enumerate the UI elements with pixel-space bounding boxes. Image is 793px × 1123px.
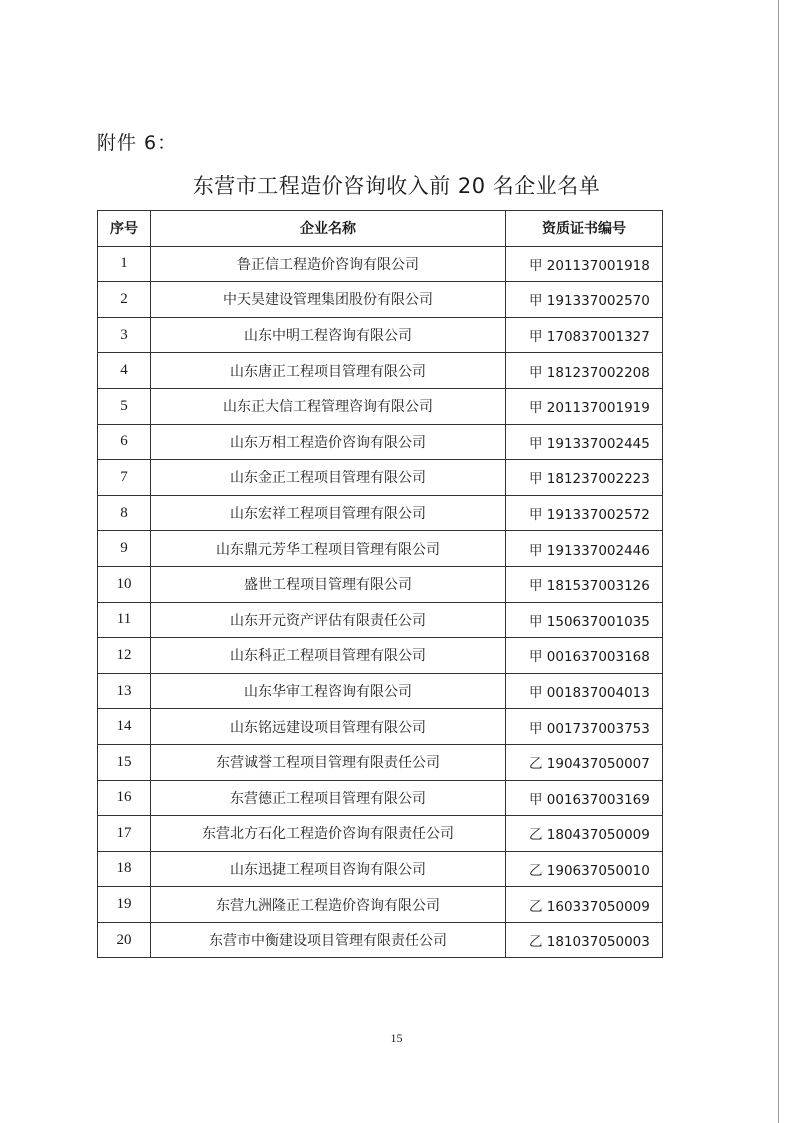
certificate-number-cell: 乙 180437050009 [506,816,663,852]
document-title: 东营市工程造价咨询收入前 20 名企业名单 [192,174,601,198]
certificate-number-cell: 甲 001637003169 [506,780,663,816]
table-row [98,922,663,958]
serial-number-cell: 17 [98,816,151,852]
table-row [98,602,663,638]
table-row [98,709,663,745]
company-name-cell: 东营市中衡建设项目管理有限责任公司 [151,922,506,958]
company-name-cell: 东营诚誉工程项目管理有限责任公司 [151,744,506,780]
header-serial-number: 序号 [98,211,151,247]
serial-number-cell: 5 [98,388,151,424]
serial-number-cell: 4 [98,353,151,389]
company-name-cell: 山东宏祥工程项目管理有限公司 [151,495,506,531]
company-name-cell: 山东万相工程造价咨询有限公司 [151,424,506,460]
serial-number-cell: 18 [98,851,151,887]
table-row [98,673,663,709]
table-row [98,887,663,923]
serial-number-cell: 2 [98,282,151,318]
serial-number-cell: 15 [98,744,151,780]
certificate-number-cell: 甲 201137001918 [506,246,663,282]
company-name-cell: 山东铭远建设项目管理有限公司 [151,709,506,745]
serial-number-cell: 3 [98,317,151,353]
table-row [98,424,663,460]
certificate-number-cell: 甲 181237002208 [506,353,663,389]
certificate-number-cell: 乙 160337050009 [506,887,663,923]
table-row [98,851,663,887]
company-name-cell: 山东开元资产评估有限责任公司 [151,602,506,638]
serial-number-cell: 1 [98,246,151,282]
table-row [98,780,663,816]
company-name-cell: 东营九洲隆正工程造价咨询有限公司 [151,887,506,923]
table-row [98,531,663,567]
serial-number-cell: 7 [98,460,151,496]
certificate-number-cell: 甲 001837004013 [506,673,663,709]
company-table [97,210,663,958]
certificate-number-cell: 甲 191337002570 [506,282,663,318]
certificate-number-cell: 甲 201137001919 [506,388,663,424]
table-row [98,460,663,496]
table-row [98,495,663,531]
serial-number-cell: 6 [98,424,151,460]
company-name-cell: 盛世工程项目管理有限公司 [151,566,506,602]
company-name-cell: 东营德正工程项目管理有限公司 [151,780,506,816]
certificate-number-cell: 甲 001737003753 [506,709,663,745]
table-row [98,566,663,602]
certificate-number-cell: 乙 181037050003 [506,922,663,958]
table-row [98,317,663,353]
certificate-number-cell: 甲 001637003168 [506,638,663,674]
company-name-cell: 山东鼎元芳华工程项目管理有限公司 [151,531,506,567]
serial-number-cell: 10 [98,566,151,602]
header-company-name: 企业名称 [151,211,506,247]
company-name-cell: 东营北方石化工程造价咨询有限责任公司 [151,816,506,852]
serial-number-cell: 9 [98,531,151,567]
serial-number-cell: 19 [98,887,151,923]
page-number: 15 [390,1031,403,1045]
certificate-number-cell: 乙 190437050007 [506,744,663,780]
certificate-number-cell: 甲 150637001035 [506,602,663,638]
certificate-number-cell: 甲 191337002445 [506,424,663,460]
header-certificate-number: 资质证书编号 [506,211,663,247]
serial-number-cell: 20 [98,922,151,958]
company-name-cell: 山东中明工程咨询有限公司 [151,317,506,353]
certificate-number-cell: 乙 190637050010 [506,851,663,887]
serial-number-cell: 14 [98,709,151,745]
table-header-row [98,211,663,247]
certificate-number-cell: 甲 181537003126 [506,566,663,602]
table-row [98,353,663,389]
serial-number-cell: 16 [98,780,151,816]
serial-number-cell: 8 [98,495,151,531]
serial-number-cell: 13 [98,673,151,709]
certificate-number-cell: 甲 170837001327 [506,317,663,353]
company-name-cell: 山东正大信工程管理咨询有限公司 [151,388,506,424]
table-row [98,282,663,318]
company-name-cell: 山东科正工程项目管理有限公司 [151,638,506,674]
serial-number-cell: 11 [98,602,151,638]
table-body [98,246,663,958]
company-name-cell: 山东迅捷工程项目咨询有限公司 [151,851,506,887]
attachment-label: 附件 6： [97,132,178,154]
company-name-cell: 中天昊建设管理集团股份有限公司 [151,282,506,318]
table-row [98,388,663,424]
company-name-cell: 山东唐正工程项目管理有限公司 [151,353,506,389]
certificate-number-cell: 甲 191337002572 [506,495,663,531]
certificate-number-cell: 甲 191337002446 [506,531,663,567]
company-name-cell: 山东金正工程项目管理有限公司 [151,460,506,496]
table-row [98,638,663,674]
company-name-cell: 鲁正信工程造价咨询有限公司 [151,246,506,282]
company-name-cell: 山东华审工程咨询有限公司 [151,673,506,709]
scan-edge-line [778,0,779,1123]
serial-number-cell: 12 [98,638,151,674]
certificate-number-cell: 甲 181237002223 [506,460,663,496]
table-row [98,744,663,780]
table-row [98,816,663,852]
table-row [98,246,663,282]
